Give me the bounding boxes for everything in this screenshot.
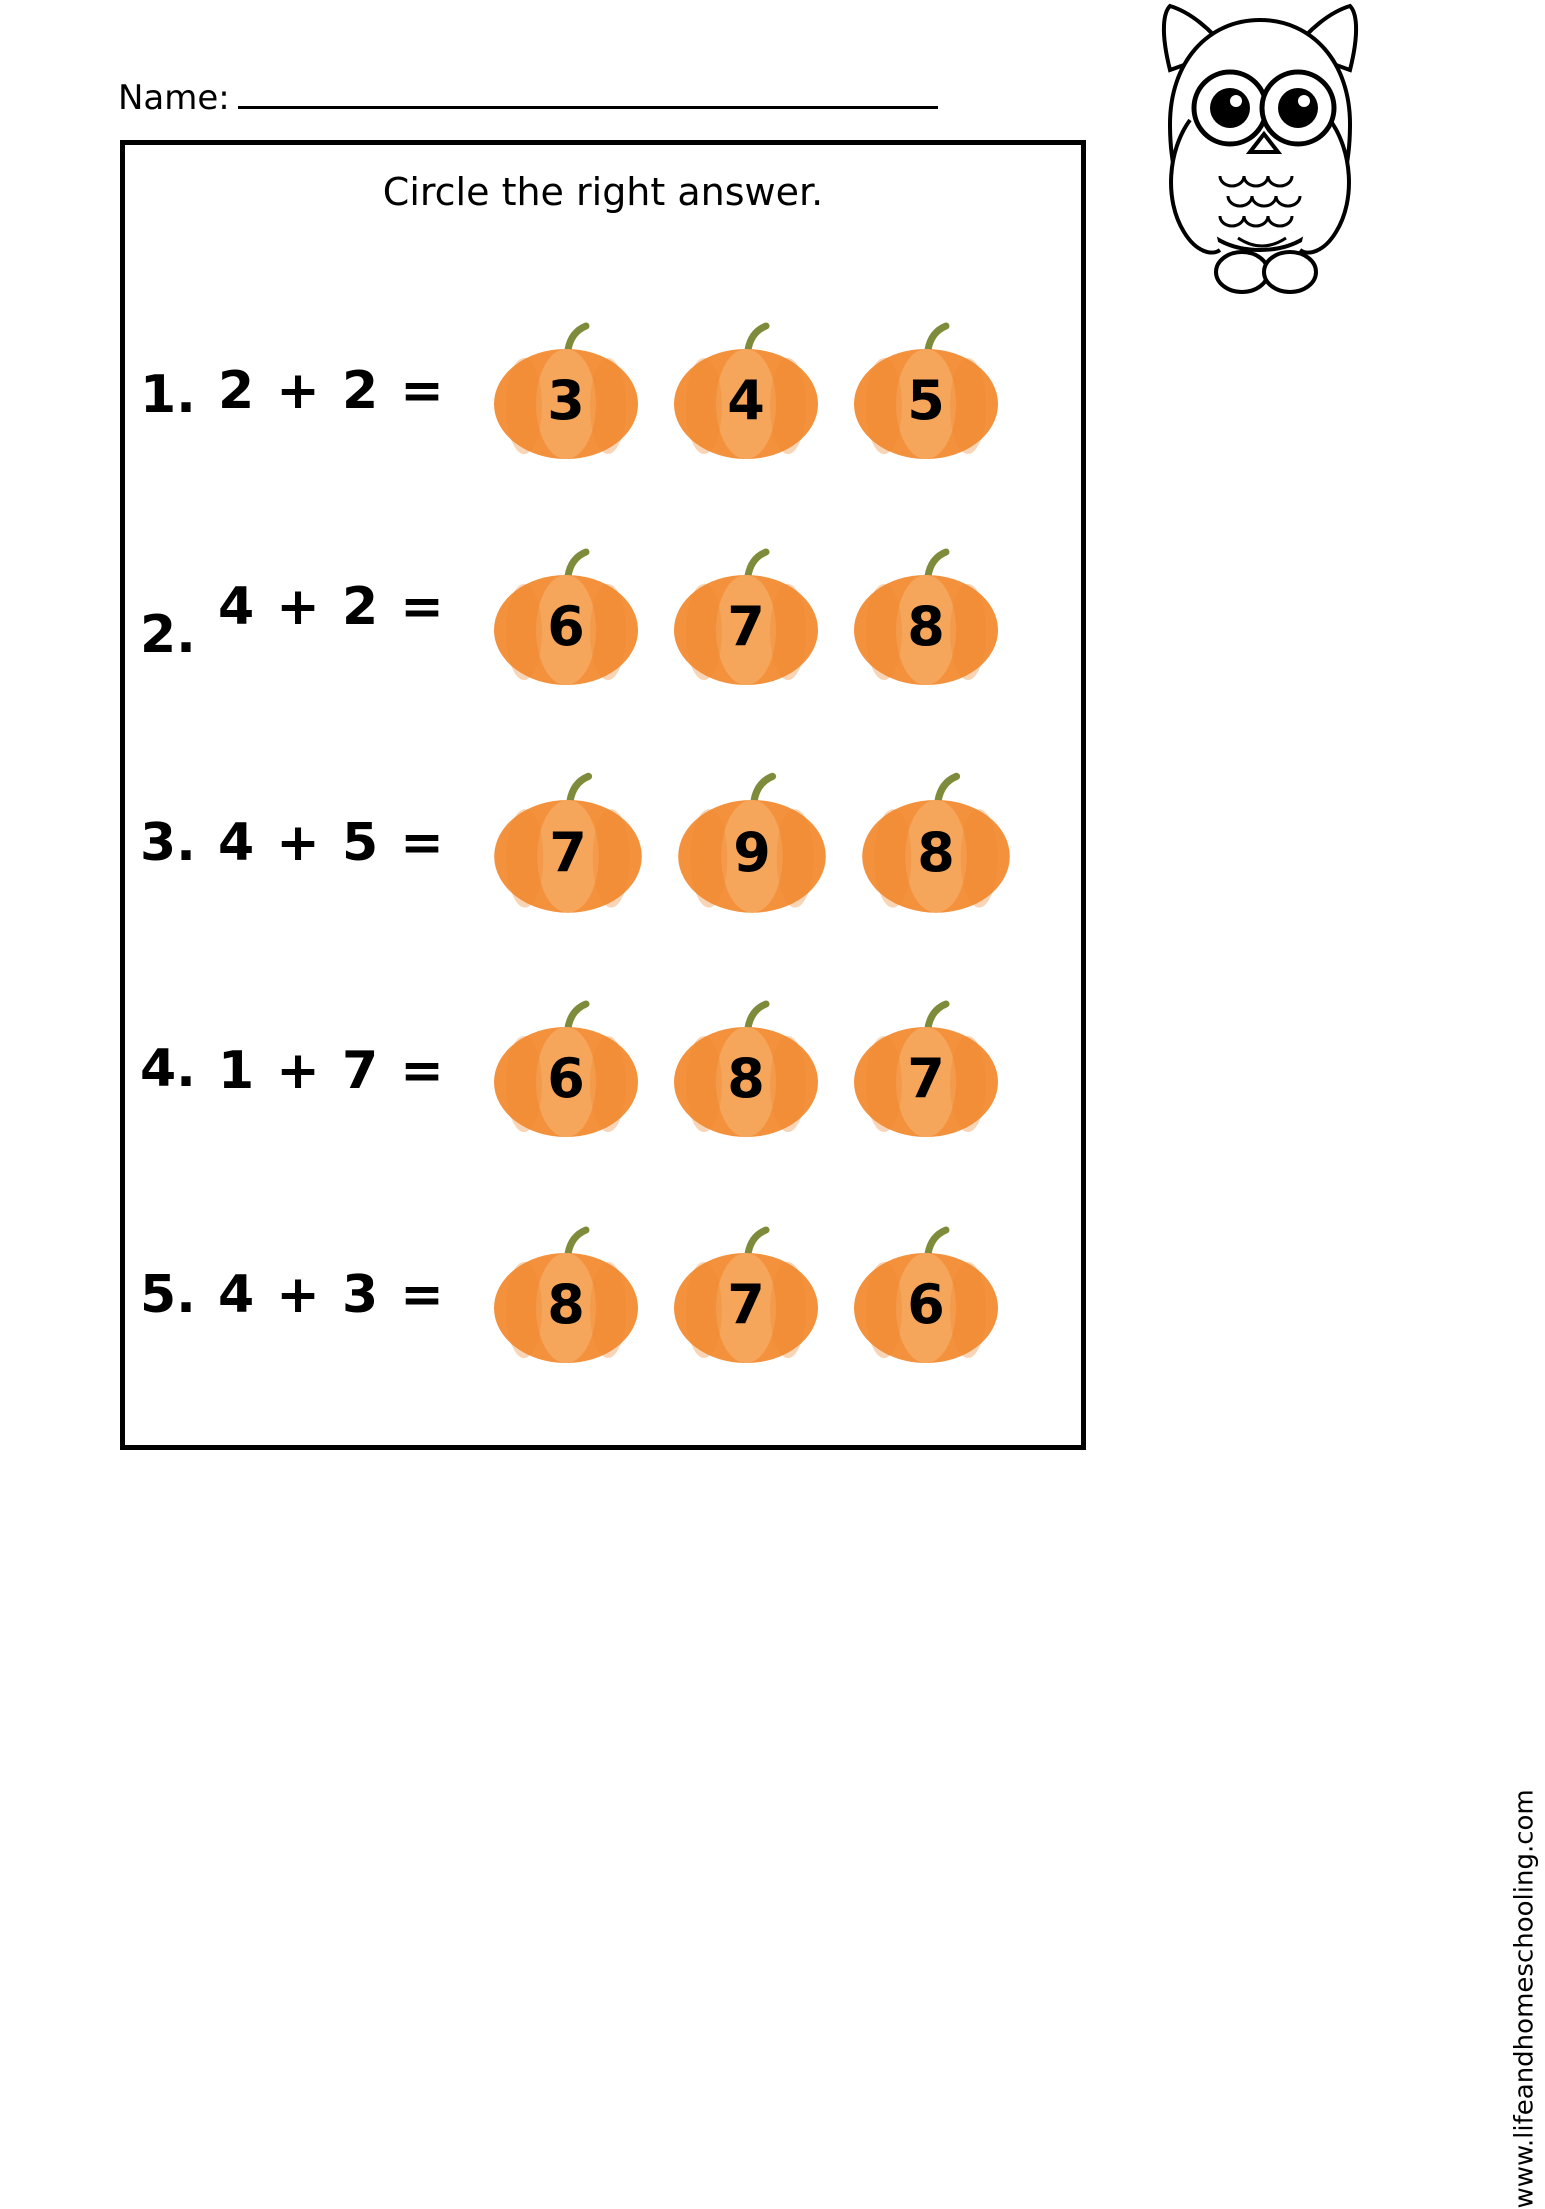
answer-value: 7 xyxy=(549,820,587,884)
answer-choice-pumpkin[interactable] xyxy=(486,542,646,692)
problem-row xyxy=(140,730,1080,956)
answer-value: 6 xyxy=(547,1046,585,1110)
problem-number: 4. xyxy=(140,1039,196,1099)
answer-value: 7 xyxy=(727,594,765,658)
answer-choice-pumpkin[interactable] xyxy=(486,994,646,1144)
answer-choices xyxy=(486,542,1080,692)
answer-value: 8 xyxy=(917,820,955,884)
problem-equation: 1 + 7 = xyxy=(218,1041,446,1101)
answer-value: 4 xyxy=(727,368,765,432)
answer-choice-pumpkin[interactable] xyxy=(666,542,826,692)
problem-row xyxy=(140,956,1080,1182)
answer-value: 7 xyxy=(907,1046,945,1110)
problem-number: 2. xyxy=(140,605,196,665)
website-url: www.lifeandhomeschooling.com xyxy=(1509,1789,1539,2209)
answer-value: 6 xyxy=(907,1272,945,1336)
name-field-row xyxy=(118,78,938,118)
owl-icon xyxy=(1150,0,1370,330)
answer-choice-pumpkin[interactable] xyxy=(846,1220,1006,1370)
answer-choice-pumpkin[interactable] xyxy=(854,766,1018,920)
answer-choice-pumpkin[interactable] xyxy=(666,1220,826,1370)
answer-value: 8 xyxy=(727,1046,765,1110)
answer-value: 8 xyxy=(547,1272,585,1336)
answer-value: 8 xyxy=(907,594,945,658)
answer-choice-pumpkin[interactable] xyxy=(666,994,826,1144)
answer-value: 3 xyxy=(547,368,585,432)
answer-choices xyxy=(486,316,1080,466)
answer-choice-pumpkin[interactable] xyxy=(670,766,834,920)
answer-choice-pumpkin[interactable] xyxy=(486,1220,646,1370)
answer-choice-pumpkin[interactable] xyxy=(486,766,650,920)
problem-row xyxy=(140,278,1080,504)
answer-value: 9 xyxy=(733,820,771,884)
answer-value: 5 xyxy=(907,368,945,432)
problem-number: 5. xyxy=(140,1265,196,1325)
name-label: Name: xyxy=(118,78,230,118)
problem-row xyxy=(140,504,1080,730)
problem-equation: 4 + 2 = xyxy=(218,577,446,637)
problem-equation: 2 + 2 = xyxy=(218,361,446,421)
answer-choice-pumpkin[interactable] xyxy=(846,994,1006,1144)
answer-choice-pumpkin[interactable] xyxy=(846,542,1006,692)
problem-row xyxy=(140,1182,1080,1408)
answer-choices xyxy=(486,766,1080,920)
answer-value: 6 xyxy=(547,594,585,658)
answer-choices xyxy=(486,994,1080,1144)
problem-equation: 4 + 5 = xyxy=(218,813,446,873)
answer-choice-pumpkin[interactable] xyxy=(486,316,646,466)
answer-choices xyxy=(486,1220,1080,1370)
answer-choice-pumpkin[interactable] xyxy=(666,316,826,466)
problem-number: 3. xyxy=(140,813,196,873)
name-input-blank[interactable] xyxy=(238,80,938,109)
problem-equation: 4 + 3 = xyxy=(218,1265,446,1325)
answer-value: 7 xyxy=(727,1272,765,1336)
problem-number: 1. xyxy=(140,365,196,425)
problem-list xyxy=(140,278,1080,1408)
answer-choice-pumpkin[interactable] xyxy=(846,316,1006,466)
instruction-text: Circle the right answer. xyxy=(382,170,824,214)
